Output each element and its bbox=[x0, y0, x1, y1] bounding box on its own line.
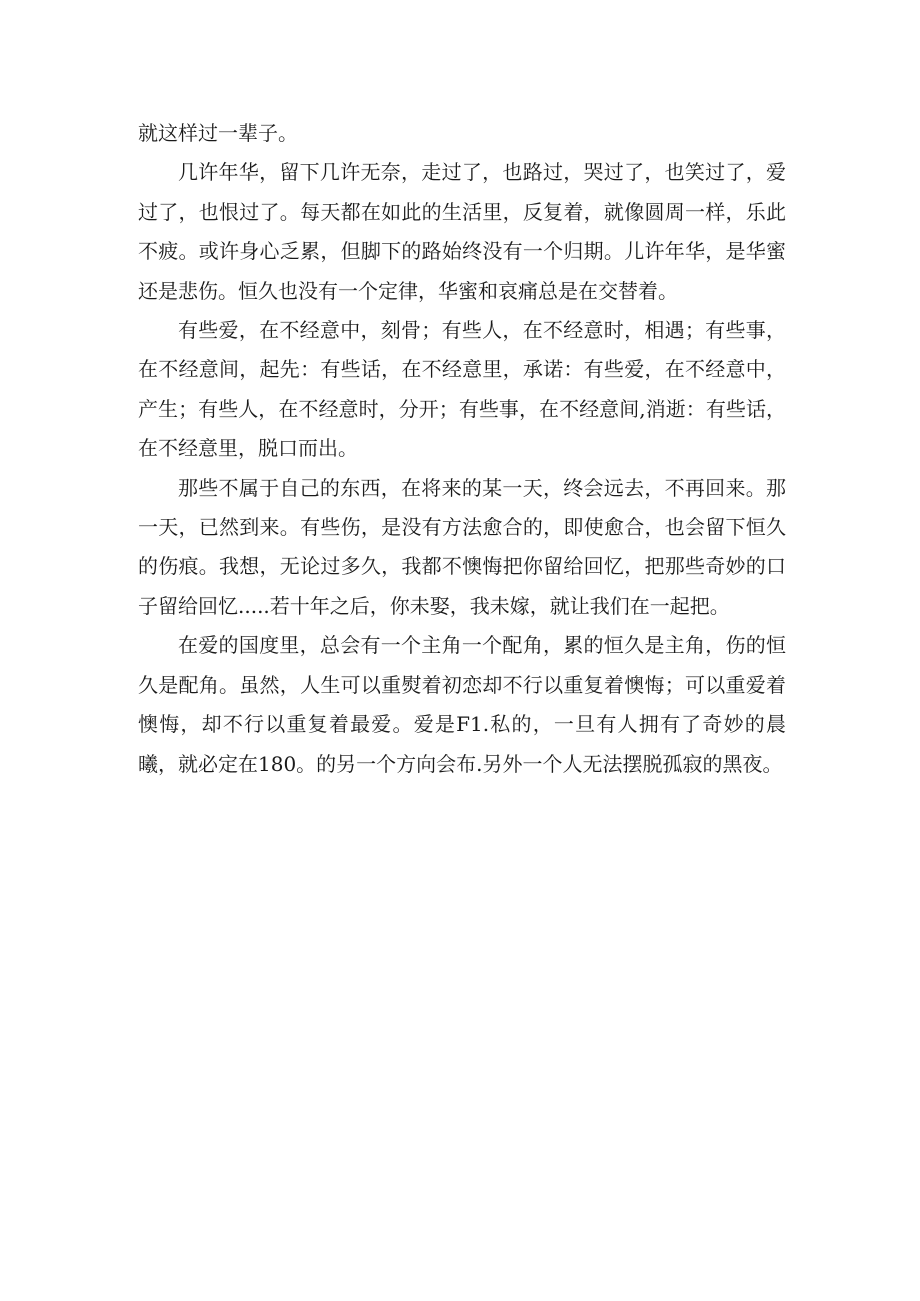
body-text bbox=[138, 114, 786, 784]
paragraph-3: 有些爱，在不经意中，刻骨；有些人，在不经意时，相遇；有些事，在不经意间，起先：有些话，在不经意里，承诺：有些爱，在不经意中，产生；有些人，在不经意时，分开；有些事，在不经意间,消逝：有些话，在不经意里，脱口而出。 bbox=[138, 318, 786, 461]
paragraph-2: 几许年华，留下几许无奈，走过了，也路过，哭过了，也笑过了，爱过了，也恨过了。每天都在如此的生活里，反复着，就像圆周一样，乐此不疲。或许身心乏累，但脚下的路始终没有一个归期。儿许年华，是华蜜还是悲伤。恒久也没有一个定律，华蜜和哀痛总是在交替着。 bbox=[138, 160, 786, 303]
paragraph-1: 就这样过一辈子。 bbox=[138, 121, 298, 145]
paragraph-4: 那些不属于自己的东西，在将来的某一天，终会远去，不再回来。那一天，已然到来。有些伤，是没有方法愈合的，即使愈合，也会留下恒久的伤痕。我想，无论过多久，我都不懊悔把你留给回忆，把那些奇妙的口子留给回忆.....若十年之后，你未娶，我未嫁，就让我们在一起把。 bbox=[138, 475, 786, 618]
paragraph-5: 在爱的国度里，总会有一个主角一个配角，累的恒久是主角，伤的恒久是配角。虽然，人生可以重熨着初恋却不行以重复着懊悔；可以重爱着懊悔，却不行以重复着最爱。爱是F1.私的，一旦有人拥有了奇妙的晨曦，就必定在180。的另一个方向会布.另外一个人无法摆脱孤寂的黑夜。 bbox=[138, 633, 786, 776]
